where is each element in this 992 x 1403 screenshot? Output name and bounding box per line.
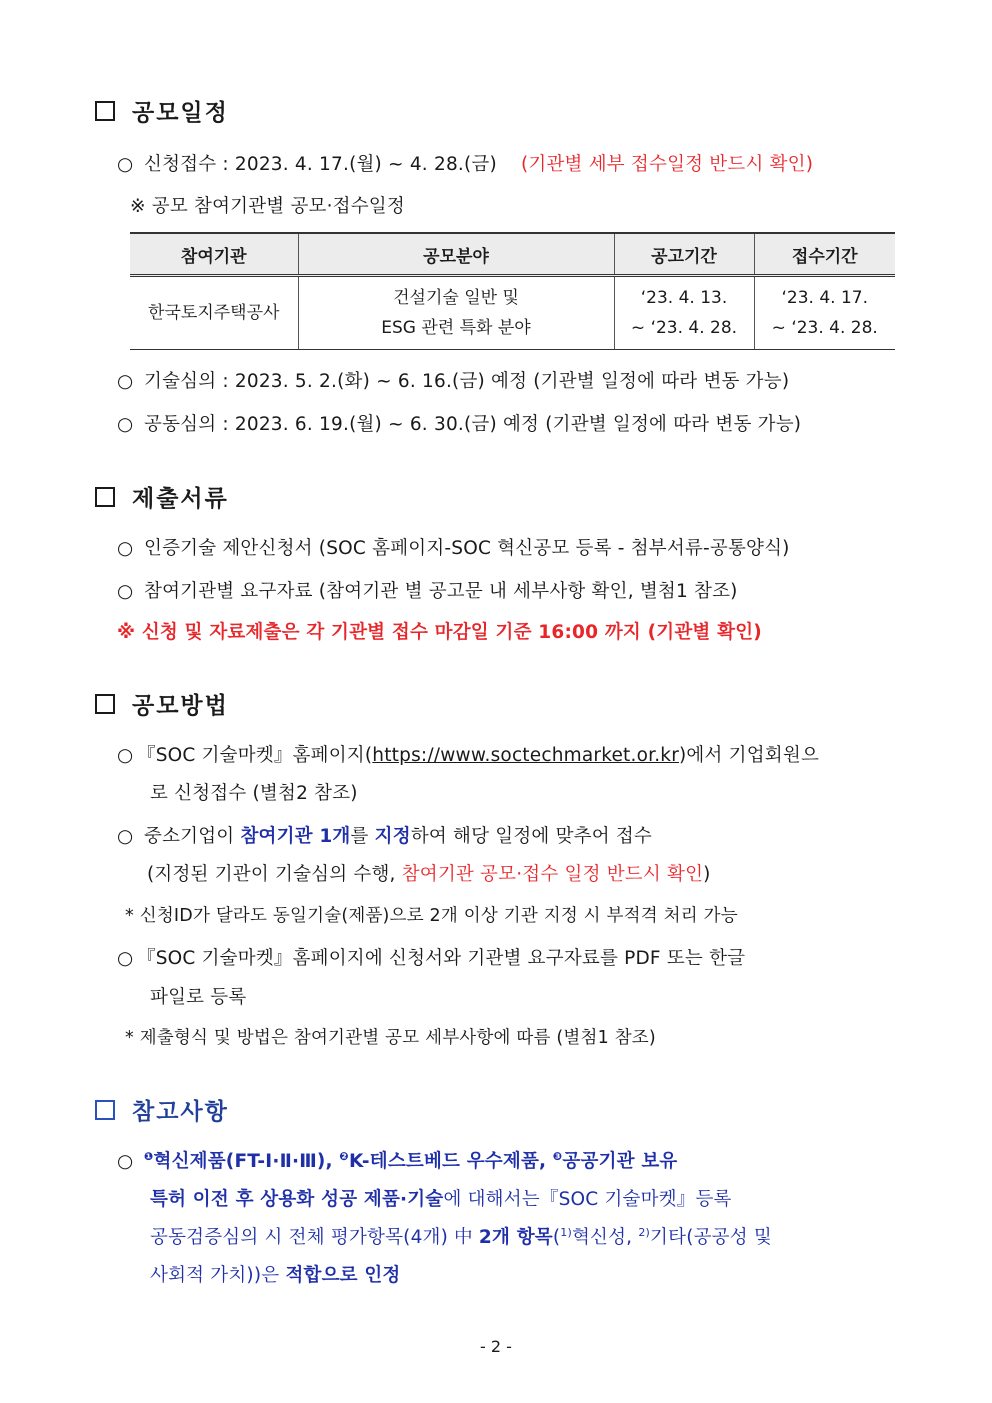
soctechmarket-link[interactable]: https://www.soctechmarket.or.kr bbox=[372, 745, 680, 766]
method-item-1-post: )에서 기업회원으 bbox=[679, 745, 820, 766]
method-item-2-c: 를 bbox=[350, 826, 375, 847]
method-note-2: * 제출형식 및 방법은 참여기관별 공모 세부사항에 따름 (별첨1 참조) bbox=[125, 1028, 656, 1048]
section-documents-heading bbox=[95, 480, 229, 513]
section-title: 공모일정 bbox=[132, 100, 229, 126]
notice-line-2: ~ ‘23. 4. 28. bbox=[630, 318, 738, 338]
receipt-line-2: ~ ‘23. 4. 28. bbox=[771, 318, 878, 338]
tech-review-text: 기술심의 : 2023. 5. 2.(화) ~ 6. 16.(금) 예정 (기관별 일정에 따라 변동 가능) bbox=[144, 371, 790, 392]
method-item-2-cont-c: ) bbox=[703, 864, 711, 885]
method-item-2-d: 지정 bbox=[374, 826, 411, 847]
reference-line-3-b: 2개 항목 bbox=[478, 1227, 553, 1248]
header-receipt: 접수기간 bbox=[754, 233, 895, 276]
reference-line-4-b: 적합으로 인정 bbox=[285, 1265, 401, 1286]
method-item-3 bbox=[117, 944, 745, 970]
method-item-2-a: 중소기업이 bbox=[144, 826, 241, 847]
superscript-1: 1) bbox=[560, 1225, 572, 1239]
section-title: 참고사항 bbox=[132, 1099, 229, 1125]
reference-line-2 bbox=[150, 1185, 732, 1211]
reference-line-1 bbox=[117, 1147, 678, 1173]
bullet-circle: ○ bbox=[117, 538, 134, 559]
section-schedule-heading bbox=[95, 94, 229, 127]
method-note-1: * 신청ID가 달라도 동일기술(제품)으로 2개 이상 기관 지정 시 부적격 처리 가능 bbox=[125, 906, 738, 926]
document-item-2 bbox=[117, 577, 738, 603]
reference-text-2: K-테스트베드 우수제품, bbox=[348, 1151, 553, 1172]
deadline-notice: ※ 신청 및 자료제출은 각 기관별 접수 마감일 기준 16:00 까지 (기관별 확인) bbox=[117, 622, 762, 643]
method-item-1-pre: 『SOC 기술마켓』홈페이지( bbox=[137, 745, 373, 766]
receipt-line-1: ‘23. 4. 17. bbox=[781, 288, 868, 308]
method-item-2 bbox=[117, 822, 652, 848]
method-item-3-cont: 파일로 등록 bbox=[150, 987, 247, 1008]
reference-line-2-rest: 에 대해서는『SOC 기술마켓』등록 bbox=[443, 1189, 732, 1210]
checkbox-square-icon bbox=[95, 101, 115, 121]
section-method-heading bbox=[95, 687, 229, 720]
reference-line-3 bbox=[150, 1223, 772, 1249]
document-item-2-text: 참여기관별 요구자료 (참여기관 별 공고문 내 세부사항 확인, 별첨1 참조) bbox=[144, 581, 738, 602]
field-line-2: ESG 관련 특화 분야 bbox=[381, 318, 531, 338]
cell-receipt bbox=[754, 276, 895, 350]
method-item-2-cont-a: (지정된 기관이 기술심의 수행, bbox=[147, 864, 402, 885]
bullet-circle: ○ bbox=[117, 745, 134, 766]
bullet-circle: ○ bbox=[117, 414, 134, 435]
header-notice: 공고기간 bbox=[614, 233, 754, 276]
document-item-1-text: 인증기술 제안신청서 (SOC 홈페이지-SOC 혁신공모 등록 - 첨부서류-공통양식) bbox=[144, 538, 790, 559]
reference-line-4 bbox=[150, 1261, 401, 1287]
method-item-1-cont: 로 신청접수 (별첨2 참조) bbox=[150, 783, 358, 804]
number-marker-1: ❶ bbox=[144, 1149, 154, 1163]
reference-text-1: 혁신제품(FT-Ⅰ·Ⅱ·Ⅲ), bbox=[153, 1151, 340, 1172]
reference-line-3-d: 혁신성, bbox=[571, 1227, 639, 1248]
cell-notice bbox=[614, 276, 754, 350]
header-org: 참여기관 bbox=[130, 233, 298, 276]
reference-line-3-e: 기타(공공성 및 bbox=[650, 1227, 772, 1248]
number-marker-3: ❸ bbox=[552, 1149, 563, 1163]
method-item-2-cont bbox=[147, 860, 711, 886]
table-row bbox=[130, 276, 895, 350]
cell-org: 한국토지주택공사 bbox=[130, 276, 298, 350]
bullet-circle: ○ bbox=[117, 1151, 134, 1172]
table-caption: ※ 공모 참여기관별 공모·접수일정 bbox=[130, 196, 405, 217]
reference-line-4-a: 사회적 가치))은 bbox=[150, 1265, 286, 1286]
section-reference-heading bbox=[95, 1093, 229, 1126]
section-title: 제출서류 bbox=[132, 486, 229, 512]
number-marker-2: ❷ bbox=[339, 1149, 349, 1163]
reference-line-3-c: ( bbox=[552, 1227, 561, 1248]
bullet-circle: ○ bbox=[117, 371, 134, 392]
bullet-circle: ○ bbox=[117, 826, 134, 847]
table-header-row bbox=[130, 233, 895, 276]
schedule-table bbox=[130, 232, 895, 350]
bullet-circle: ○ bbox=[117, 581, 134, 602]
joint-review-text: 공동심의 : 2023. 6. 19.(월) ~ 6. 30.(금) 예정 (기관별 일정에 따라 변동 가능) bbox=[144, 414, 802, 435]
header-field: 공모분야 bbox=[298, 233, 614, 276]
reference-text-3: 공공기관 보유 bbox=[562, 1151, 678, 1172]
joint-review-line bbox=[117, 410, 801, 436]
bullet-circle: ○ bbox=[117, 154, 134, 175]
checkbox-square-icon bbox=[95, 487, 115, 507]
method-item-2-b: 참여기관 1개 bbox=[240, 826, 351, 847]
method-item-2-e: 하여 해당 일정에 맞추어 접수 bbox=[410, 826, 653, 847]
superscript-2: 2) bbox=[638, 1225, 651, 1239]
apply-period-line bbox=[117, 150, 813, 176]
checkbox-square-icon bbox=[95, 1100, 115, 1120]
apply-period-note: (기관별 세부 접수일정 반드시 확인) bbox=[521, 154, 814, 175]
tech-review-line bbox=[117, 367, 789, 393]
reference-line-2-bold: 특허 이전 후 상용화 성공 제품·기술 bbox=[150, 1189, 444, 1210]
document-item-1 bbox=[117, 534, 790, 560]
field-line-1: 건설기술 일반 및 bbox=[393, 288, 519, 308]
section-title: 공모방법 bbox=[132, 693, 229, 719]
reference-line-3-a: 공동검증심의 시 전체 평가항목(4개) 中 bbox=[150, 1227, 479, 1248]
notice-line-1: ‘23. 4. 13. bbox=[640, 288, 728, 308]
cell-field bbox=[298, 276, 614, 350]
checkbox-square-icon bbox=[95, 694, 115, 714]
page-number: - 2 - bbox=[480, 1337, 512, 1356]
method-item-3-text: 『SOC 기술마켓』홈페이지에 신청서와 기관별 요구자료를 PDF 또는 한글 bbox=[137, 948, 746, 969]
method-item-2-cont-b: 참여기관 공모·접수 일정 반드시 확인 bbox=[401, 864, 704, 885]
method-item-1 bbox=[117, 741, 819, 767]
bullet-circle: ○ bbox=[117, 948, 134, 969]
apply-period-text: 신청접수 : 2023. 4. 17.(월) ~ 4. 28.(금) bbox=[144, 154, 497, 175]
